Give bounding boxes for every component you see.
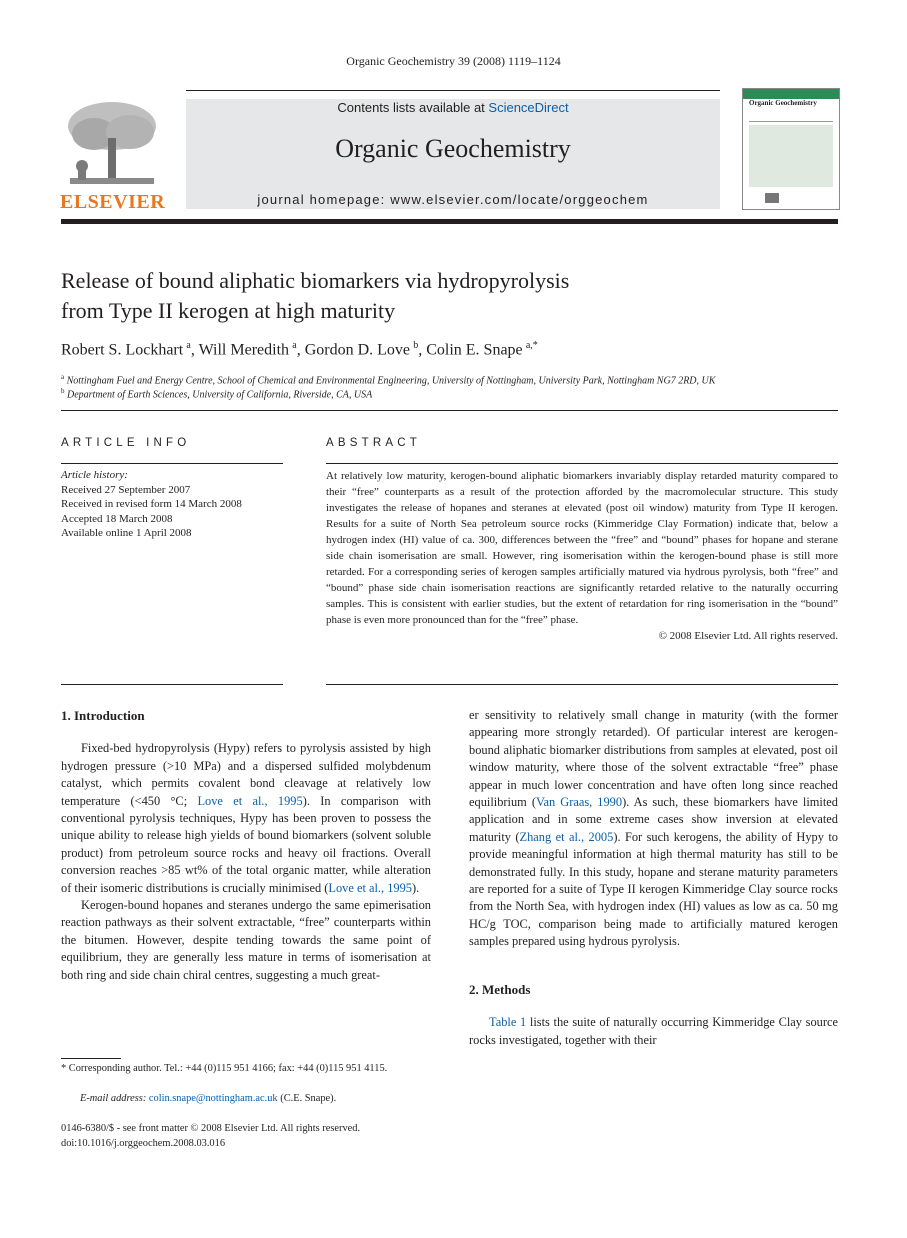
received-date: Received 27 September 2007: [61, 483, 191, 496]
intro-paragraph-1: [61, 740, 431, 897]
author-name[interactable]: Robert S. Lockhart: [61, 341, 184, 359]
paragraph-text: Fixed-bed hydropyrolysis (Hypy) refers to pyrolysis assisted by high hydrogen pressure (>10 MPa) and a dispersed sulfided molybdenum catalyst, which permits covalent bond cleavage at relatively low temperature (<450 °C;: [61, 741, 431, 808]
cover-title: Organic Geochemistry: [749, 99, 817, 107]
email-note: [61, 1091, 431, 1106]
abstract-body: [326, 469, 838, 644]
article-title: [61, 266, 761, 326]
issn-doi-block: [61, 1121, 461, 1151]
journal-homepage[interactable]: journal homepage: www.elsevier.com/locate/orggeochem: [257, 192, 649, 207]
paragraph-text: ).: [412, 880, 420, 895]
abstract-bottom-rule: [326, 684, 838, 685]
affiliation-a: [61, 373, 838, 386]
abstract-rule: [326, 463, 838, 464]
reference-link[interactable]: Love et al., 1995: [328, 880, 413, 895]
intro-paragraph-2: Kerogen-bound hopanes and steranes undergo the same epimerisation reaction pathways as their solvent extractable, “free” counterparts within the bitumen. However, despite tending towards the same point of equilibrium, they are generally less mature in terms of isomerisation at both ring and side chain chiral centres, suggesting a much great-: [61, 898, 431, 982]
history-label: Article history:: [61, 469, 128, 481]
elsevier-wordmark: ELSEVIER: [60, 191, 166, 213]
author-list: Robert S. Lockhart $^a$, Will Meredith $^a$, Gordon D. Love $^b$, Colin E. Snape $^{a,*}$: [61, 340, 538, 359]
header-top-rule: [186, 90, 720, 91]
paragraph-text: ). For such kerogens, the ability of Hypy to provide meaningful information at high thermal maturity has still to be demonstrated fully. In this study, hopane and sterane maturity parameters are reported for a suite of Type II kerogen Kimmeridge Clay source rocks from the North Sea, with hydrogen index (HI) values as low as ca. 50 mg HC/g TOC, comparison being made to artificially matured kerogen samples prepared using hydrous pyrolysis.: [469, 829, 838, 949]
journal-cover-thumbnail: [742, 88, 840, 210]
journal-name: Organic Geochemistry: [335, 134, 571, 163]
affiliation-b: [61, 387, 838, 400]
table-link[interactable]: Table 1: [489, 1015, 527, 1030]
doi-line[interactable]: doi:10.1016/j.orggeochem.2008.03.016: [61, 1138, 226, 1149]
header-thick-rule: [61, 219, 838, 224]
paragraph-text: ). In comparison with conventional pyrolysis techniques, Hypy has been proven to possess the unique ability to release high yields of bound biomarkers (solvent soluble product) from petroleum source rocks and heavy oil fractions. Overall conversion reaches >85 wt% of the total organic matter, while alteration of their isomeric distributions is crucially minimised (: [61, 793, 431, 895]
reference-link[interactable]: Zhang et al., 2005: [519, 829, 614, 844]
abstract-heading: ABSTRACT: [326, 437, 421, 449]
affiliation-text: Department of Earth Sciences, University of California, Riverside, CA, USA: [67, 389, 373, 401]
affiliation-divider: [61, 410, 838, 411]
title-line-2: from Type II kerogen at high maturity: [61, 298, 396, 323]
author-affil-marker: b: [413, 340, 419, 351]
online-date: Available online 1 April 2008: [61, 527, 192, 540]
article-info-heading: ARTICLE INFO: [61, 437, 191, 449]
contents-line: [186, 100, 720, 115]
copyright-line: © 2008 Elsevier Ltd. All rights reserved.: [658, 629, 838, 642]
journal-citation: Organic Geochemistry 39 (2008) 1119–1124: [346, 54, 561, 68]
issn-line: 0146-6380/$ - see front matter © 2008 Elsevier Ltd. All rights reserved.: [61, 1123, 361, 1134]
paragraph-text: ). As such, these biomarkers have limited application and in some extreme cases show inversion at elevated maturity (: [469, 795, 838, 844]
body-right-column: [469, 707, 838, 1049]
author-affil-marker: a,*: [525, 340, 538, 351]
body-left-column: [61, 707, 431, 984]
author-name[interactable]: Will Meredith: [198, 341, 290, 359]
revised-date: Received in revised form 14 March 2008: [61, 498, 242, 511]
introduction-heading: 1. Introduction: [61, 708, 145, 723]
title-line-1: Release of bound aliphatic biomarkers via hydropyrolysis: [61, 268, 570, 293]
author-name[interactable]: Colin E. Snape: [426, 341, 523, 359]
abstract-text: At relatively low maturity, kerogen-bound aliphatic biomarkers invariably display retarded maturity compared to their “free” counterparts as a result of the protection afforded by the macromolecular structure. This study investigates the release of hopanes and steranes at elevated (post oil window) maturity from Type II kerogen. Results for a suite of North Sea petroleum source rocks (Kimmeridge Clay Formation) indicate that, below a hydrogen index (HI) value of ca. 300, differences between the “free” and “bound” phases for hopane and sterane side chain isomerisation are small. However, ring isomerisation within the kerogen-bound phase is still more retarded. For a corresponding series of kerogen samples artificially matured via hydrous pyrolysis, both “free” and “bound” phase side chain isomerisation reactions are significantly retarded relative to the naturally occurring samples. This is consistent with earlier studies, but the extent of retardation for ring isomerisation in the “bound” phase is even more pronounced than for the “free” phase.: [326, 470, 838, 626]
paragraph-text: er sensitivity to relatively small change in maturity (with the former appearing more strongly retarded). Of particular interest are kerogen-bound aliphatic biomarker distributions from samples at elevated, post oil window maturity, where those of the solvent extractable “free” phase appear in much lower concentration and have often long since reached equilibrium (: [469, 708, 838, 810]
article-info-bottom-rule: [61, 684, 283, 685]
reference-link[interactable]: Love et al., 1995: [197, 793, 303, 808]
contents-prefix: Contents lists available at: [337, 100, 489, 115]
affiliation-marker: b: [61, 387, 65, 395]
article-info-rule: [61, 463, 283, 464]
affiliation-text: Nottingham Fuel and Energy Centre, School of Chemical and Environmental Engineering, University of Nottingham, University Park, Nottingham NG7 2RD, UK: [66, 375, 716, 387]
email-label: E-mail address:: [80, 1093, 149, 1104]
paragraph-text: lists the suite of naturally occurring Kimmeridge Clay source rocks investigated, together with their: [469, 1015, 838, 1047]
accepted-date: Accepted 18 March 2008: [61, 512, 173, 525]
intro-paragraph-2-continued: [469, 707, 838, 951]
email-suffix: (C.E. Snape).: [277, 1093, 337, 1104]
methods-paragraph-1: [469, 1014, 838, 1049]
reference-link[interactable]: Van Graas, 1990: [535, 795, 623, 810]
affiliation-marker: a: [61, 373, 65, 381]
methods-heading: 2. Methods: [469, 981, 531, 997]
corresponding-author-note: * Corresponding author. Tel.: +44 (0)115 951 4166; fax: +44 (0)115 951 4115.: [61, 1063, 388, 1074]
email-link[interactable]: colin.snape@nottingham.ac.uk: [148, 1093, 278, 1104]
author-affil-marker: a: [186, 340, 191, 351]
author-affil-marker: a: [292, 340, 297, 351]
footnote-rule: [61, 1058, 121, 1059]
sciencedirect-link[interactable]: ScienceDirect: [488, 100, 569, 115]
article-history: [61, 468, 283, 541]
author-name[interactable]: Gordon D. Love: [304, 341, 410, 359]
